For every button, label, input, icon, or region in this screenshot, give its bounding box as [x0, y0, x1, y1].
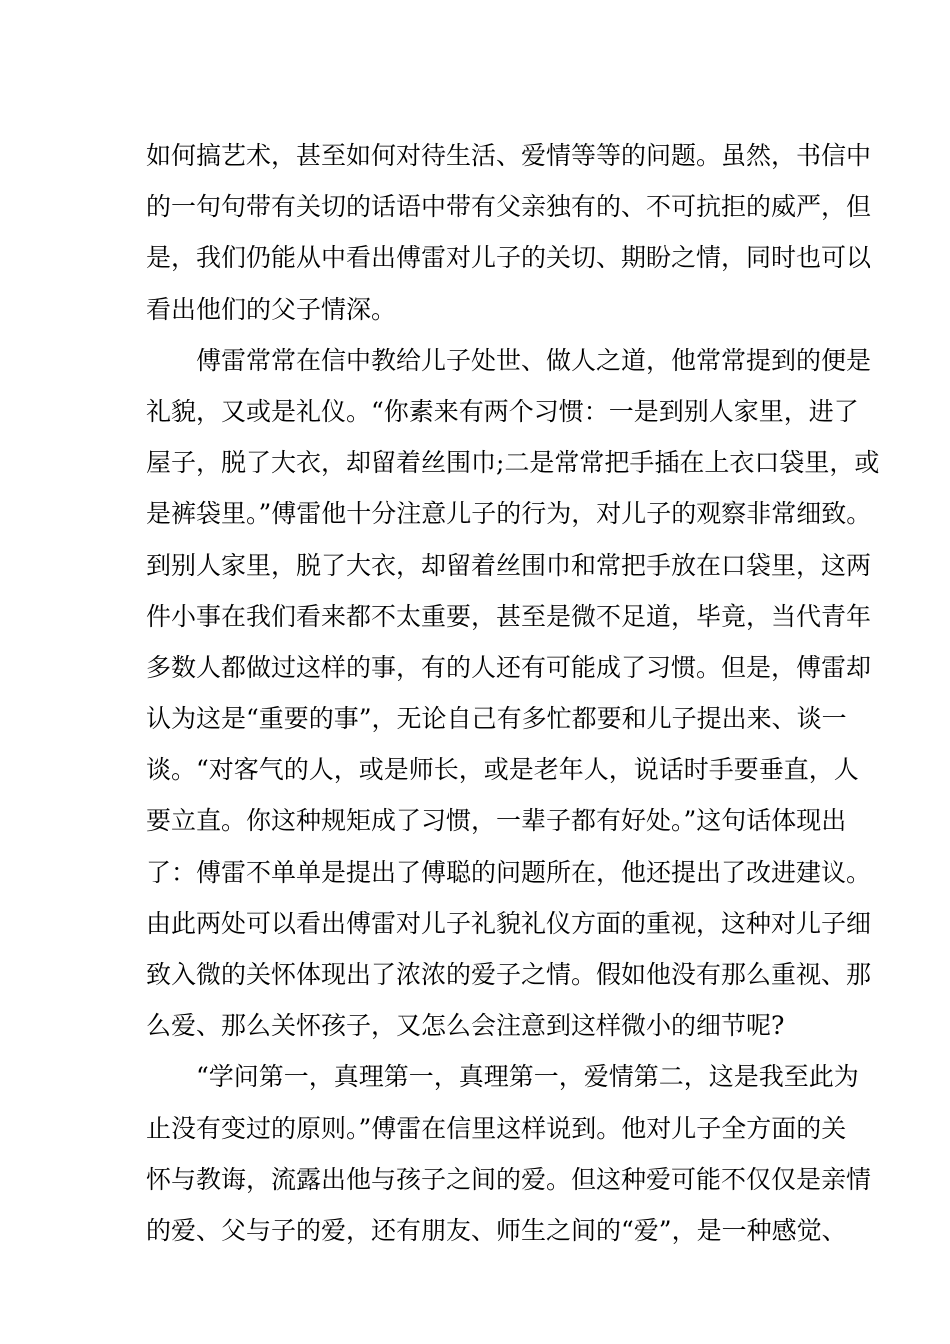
text-line: 么爱、那么关怀孩子，又怎么会注意到这样微小的细节呢? [146, 1011, 785, 1041]
paragraph-first-line: 傅雷常常在信中教给儿子处世、做人之道，他常常提到的便是 [196, 345, 872, 375]
text-line: 是裤袋里。”傅雷他十分注意儿子的行为，对儿子的观察非常细致。 [146, 499, 872, 529]
text-line: 看出他们的父子情深。 [146, 294, 397, 324]
text-line: 多数人都做过这样的事，有的人还有可能成了习惯。但是，傅雷却 [146, 652, 872, 682]
text-line: 的爱、父与子的爱，还有朋友、师生之间的“爱”，是一种感觉、 [146, 1215, 847, 1245]
text-line: 了：傅雷不单单是提出了傅聪的问题所在，他还提出了改进建议。 [146, 857, 872, 887]
text-line: 致入微的关怀体现出了浓浓的爱子之情。假如他没有那么重视、那 [146, 960, 872, 989]
text-line: 的一句句带有关切的话语中带有父亲独有的、不可抗拒的威严，但 [146, 192, 872, 222]
text-line: 要立直。你这种规矩成了习惯，一辈子都有好处。”这句话体现出 [146, 806, 847, 836]
text-line: 礼貌，又或是礼仪。“你素来有两个习惯：一是到别人家里，进了 [146, 396, 859, 426]
text-line: 止没有变过的原则。”傅雷在信里这样说到。他对儿子全方面的关 [146, 1113, 847, 1143]
text-line: 件小事在我们看来都不太重要，甚至是微不足道，毕竟，当代青年 [146, 601, 872, 631]
text-line: 屋子，脱了大衣，却留着丝围巾;二是常常把手插在上衣口袋里，或 [146, 448, 880, 478]
text-line: 认为这是“重要的事”，无论自己有多忙都要和儿子提出来、谈一 [146, 704, 847, 734]
paragraph-first-line: “学问第一，真理第一，真理第一，爱情第二，这是我至此为 [196, 1062, 859, 1092]
text-line: 怀与教诲，流露出他与孩子之间的爱。但这种爱可能不仅仅是亲情 [146, 1164, 872, 1194]
text-line: 谈。“对客气的人，或是师长，或是老年人，说话时手要垂直，人 [146, 755, 859, 785]
text-line: 是，我们仍能从中看出傅雷对儿子的关切、期盼之情，同时也可以 [146, 243, 872, 273]
body-text [146, 130, 880, 1256]
text-line: 到别人家里，脱了大衣，却留着丝围巾和常把手放在口袋里，这两 [146, 550, 872, 580]
text-line: 由此两处可以看出傅雷对儿子礼貌礼仪方面的重视，这种对儿子细 [146, 908, 872, 938]
text-line: 如何搞艺术，甚至如何对待生活、爱情等等的问题。虽然，书信中 [146, 141, 872, 170]
